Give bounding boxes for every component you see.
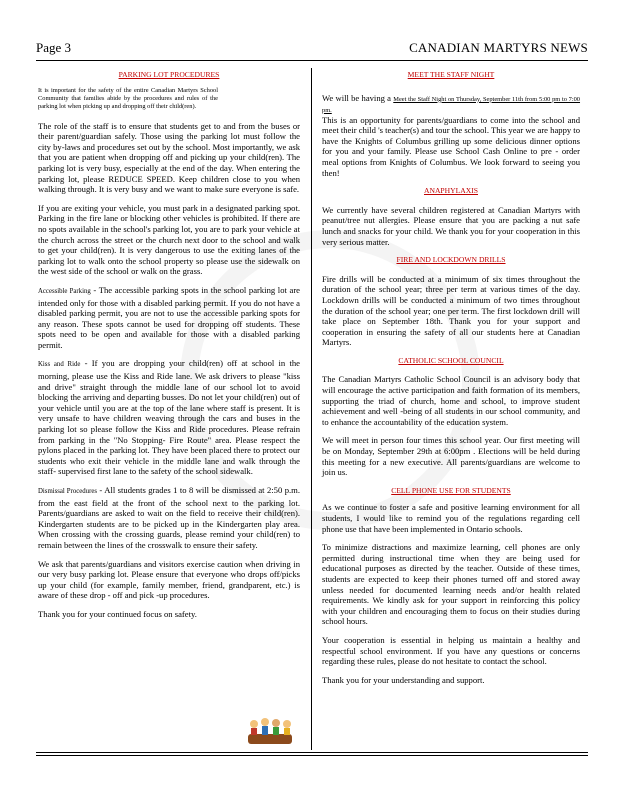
cell-phone-paragraph-1: As we continue to foster a safe and positive learning environment for all students, I would like to remind you of the regulations regarding cell phone use that have been implemented in Ontario schools. — [322, 502, 580, 534]
parking-paragraph-1: The role of the staff is to ensure that students get to and from the buses or their parent/guardian safely. Those using the parking lot must follow the city by-laws and procedures set out by the school. Most importantly, we ask that you are patient when dropping off and picking up your child(ren). The parking lot is very busy, especially at the end of the day. When entering the parking lot, please REDUCE SPEED. Keep children close to you when walking through. It is very busy and we want to make sure everyone is safe. — [38, 120, 300, 195]
cell-phone-thank-you: Thank you for your understanding and support. — [322, 674, 485, 685]
kiss-and-ride-text: - If you are dropping your child(ren) off at school in the morning, please use the Kiss and Ride lane. We ask drivers to please "kiss and drive" straight through the middle lane of our school lot to avoid blocking the arriving and departing busses. Do not let your child(ren) out of your vehicle until you are at the top of the lane where staff is present. It is very unsafe to have children weaving through the cars and buses in the parking lot so please follow the Kiss and Ride procedures. Please refrain from parking in the "No Stopping- Fire Route" area. Please respect the pylons placed in the parking lot. They have been placed there to protect our students who exit their vehicle in the middle lane and walk through the staff- supervised first lane to the safety of the school sidewalk. — [38, 358, 300, 477]
staff-night-title: MEET THE STAFF NIGHT — [407, 70, 495, 79]
kiss-and-ride-paragraph — [38, 358, 300, 477]
fire-drills-title: FIRE AND LOCKDOWN DRILLS — [396, 255, 506, 265]
page-header — [36, 38, 588, 61]
parking-section-title: PARKING LOT PROCEDURES — [118, 70, 220, 79]
cell-phone-paragraph-3: Your cooperation is essential in helping us maintain a healthy and respectful school environment. If you have any questions or concerns regarding these rules, please do not hesitate to contact the school. — [322, 634, 580, 667]
page-number: Page 3 — [36, 40, 72, 55]
caution-paragraph: We ask that parents/guardians and visitors exercise caution when driving in our very busy parking lot. Please ensure that everyone who drops off/picks up your child (for example, family member, friend, grandparent, etc.) is aware of these drop - off and pick -up procedures. — [38, 558, 300, 601]
accessible-parking-paragraph — [38, 285, 300, 351]
column-divider — [311, 68, 312, 750]
parking-paragraph-2: If you are exiting your vehicle, you must park in a designated parking spot. Parking in the fire lane or blocking other vehicles is prohibited. If there are no spots available in the school's parking lot, you are to park your vehicle at the church across the street or the church next door to the school and walk to get your child(ren). It is very dangerous to use the exiting lanes of the parking lot to walk onto the school property so please use the sidewalk on the west side of the school or walk on the grass. — [38, 202, 300, 277]
newsletter-title: CANADIAN MARTYRS NEWS — [409, 40, 588, 55]
cell-phone-paragraph-2: To minimize distractions and maximize learning, cell phones are only permitted during instructional time when they are being used for educational purposes as directed by the teacher. Outside of these times, students are expected to keep their phones turned off and stored away unless needed for documented learning needs and/or health related requirements. We kindly ask for your support in reinforcing this policy with your children and encouraging them to focus on their studies during school hours. — [322, 542, 580, 627]
anaphylaxis-body: We currently have several children registered at Canadian Martyrs with peanut/tree nut allergies. Please ensure that you are packing a nut safe lunch and snacks for your child. We thank you for your cooperation in this very serious matter. — [322, 204, 580, 247]
dismissal-text: - All students grades 1 to 8 will be dismissed at 2:50 p.m. from the east field at the front of the school next to the parking lot. Parents/guardians are asked to wait on the field to receive their child(ren). Kindergarten students are to be picked up in the Kindergarten play area. When crossing with the crossing guards, please remind your child(ren) to remain between the lines of the crosswalk to ensure their safety. — [38, 485, 300, 550]
staff-night-intro — [322, 93, 580, 115]
staff-night-lead: We will be having a — [322, 92, 391, 103]
thank-you-safety: Thank you for your continued focus on safety. — [38, 608, 197, 619]
kiss-and-ride-label: Kiss and Ride — [38, 361, 81, 369]
dismissal-paragraph — [38, 485, 300, 551]
bottom-rule-second — [36, 755, 588, 756]
bottom-rule — [36, 752, 588, 753]
staff-night-body: This is an opportunity for parents/guardians to come into the school and meet their child 's teacher(s) and tour the school. This year we are happy to have the Knights of Columbus grilling up some delicious dinner options for you and your family. Please use School Cash Online to pre - order meal options from Knights of Columbus. We look forward to seeing you then! — [322, 114, 580, 178]
anaphylaxis-title: ANAPHYLAXIS — [423, 186, 478, 196]
dismissal-label: Dismissal Procedures — [38, 488, 97, 495]
right-column — [322, 70, 580, 693]
staff-night-date: Meet the Staff Night on Thursday, September 11th from 5:00 pm to 7:00 pm. — [322, 95, 581, 114]
school-council-body: The Canadian Martyrs Catholic School Council is an advisory body that will encourage the active participation and faith formation of its members, supporting the triad of church, home and school, to improve student achievement and well -being of all students in our school community, and to enhance the accountability of the education system. — [322, 374, 580, 427]
cell-phone-title: CELL PHONE USE FOR STUDENTS — [391, 485, 511, 495]
left-column — [38, 70, 300, 628]
school-council-meeting: We will meet in person four times this school year. Our first meeting will be on Monday, September 29th at 6:00pm . Elections will be held during this meeting for a new executive. All parents/guardians are welcome to join us. — [322, 435, 580, 478]
school-council-title: CATHOLIC SCHOOL COUNCIL — [398, 355, 504, 365]
accessible-parking-text: - The accessible parking spots in the school parking lot are intended only for those with a disabled parking permit. If you do not have a disabled parking permit, you are not to use the accessible parking spots for any reason. These spots cannot be used for dropping off students. These spots need to be open and available for those with a disabled parking permit. — [38, 284, 300, 350]
accessible-parking-label: Accessible Parking — [38, 287, 91, 295]
family-clipart — [244, 712, 296, 748]
parking-intro: It is important for the safety of the entire Canadian Martyrs School Community that families abide by the procedures and rules of the parking lot when picking up and dropping off their child(ren). — [38, 86, 218, 110]
fire-drills-body: Fire drills will be conducted at a minimum of six times throughout the duration of the school year; three per term at various times of the day. Lockdown drills will be conducted a minimum of two times throughout the duration of the school year; one per term. The first lockdown drill will take place on September 18th. Thank you for your support and cooperation in ensuring the safety of all our students here at Canadian Martyrs. — [322, 273, 580, 348]
